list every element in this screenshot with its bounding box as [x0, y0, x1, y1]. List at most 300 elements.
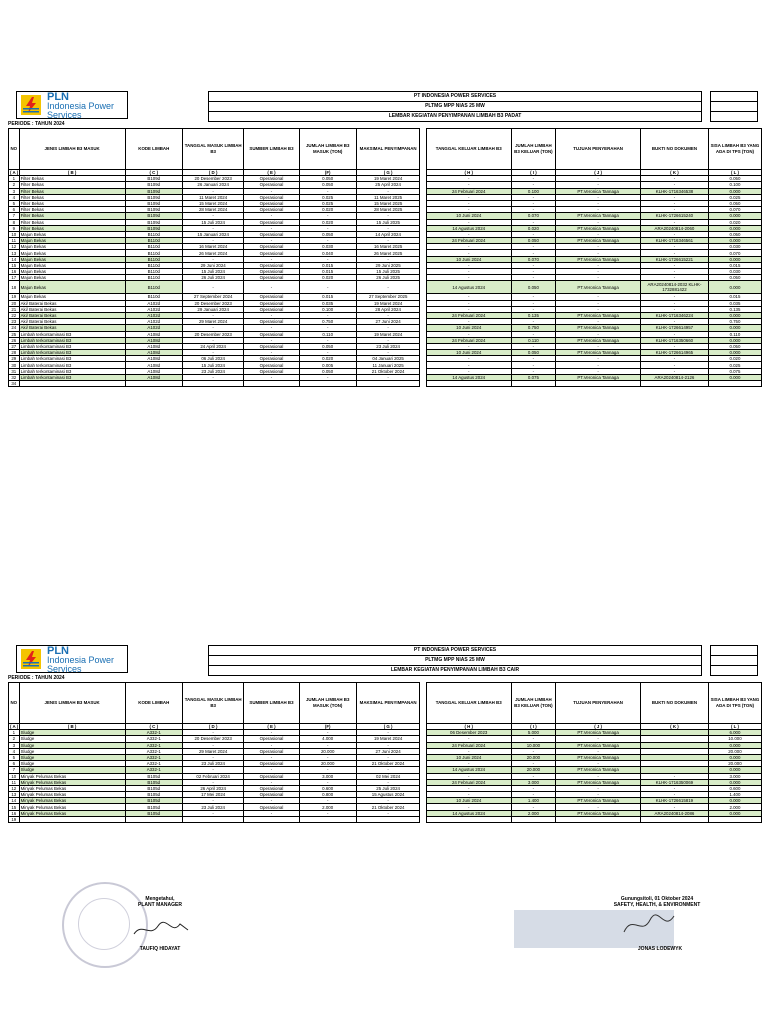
table-cell: 0.015: [708, 262, 761, 268]
table-cell: -: [356, 281, 420, 294]
table-cell: 0.050: [511, 238, 556, 244]
column-letter: ( D ): [182, 724, 244, 730]
table-cell: 04 Januari 2025: [356, 356, 420, 362]
table-cell: -: [299, 325, 356, 331]
table-cell: 2.000: [511, 810, 556, 816]
table-cell: -: [556, 331, 641, 337]
table-cell: 10.000: [708, 736, 761, 742]
table-cell: 29 Maret 2024: [182, 319, 244, 325]
table-cell: Minyak Pelumas Bekas: [19, 779, 125, 785]
table-cell: Operasional: [244, 343, 299, 349]
table-cell: 13: [9, 250, 20, 256]
table-cell: Operasional: [244, 331, 299, 337]
table-cell: PT.Veronica Tannaga: [556, 798, 641, 804]
table-cell: -: [511, 262, 556, 268]
table-cell: 11 Januari 2025: [356, 362, 420, 368]
table-cell: 0.070: [511, 256, 556, 262]
table-cell: [511, 816, 556, 822]
table-cell: -: [244, 779, 299, 785]
table-cell: 19 Maret 2024: [356, 176, 420, 182]
table-cell: 11 Maret 2024: [182, 194, 244, 200]
padat-table: [8, 128, 762, 387]
table-cell: [244, 381, 299, 387]
table-cell: 6: [9, 207, 20, 213]
table-cell: 0.100: [299, 306, 356, 312]
title-block: [208, 91, 702, 122]
table-cell: Operasional: [244, 194, 299, 200]
table-cell: A102d: [125, 300, 182, 306]
table-cell: B110d: [125, 250, 182, 256]
table-cell: -: [182, 325, 244, 331]
table-cell: 0.050: [708, 200, 761, 206]
column-header: TUJUAN PENYERAHAN: [556, 129, 641, 170]
table-cell: 14 Agustus 2024: [426, 225, 511, 231]
table-cell: -: [511, 761, 556, 767]
table-cell: PT.Veronica Tannaga: [556, 754, 641, 760]
column-header: MAKSIMAL PENYIMPANAN: [356, 683, 420, 724]
table-cell: PT.Veronica Tannaga: [556, 810, 641, 816]
table-cell: 27 Juni 2024: [356, 319, 420, 325]
column-letter: ( K ): [641, 724, 709, 730]
table-cell: 30: [9, 362, 20, 368]
table-cell: 15 Maret 2025: [356, 200, 420, 206]
table-cell: 9: [9, 225, 20, 231]
table-cell: 0.035: [708, 300, 761, 306]
table-cell: -: [299, 767, 356, 773]
table-cell: [125, 381, 182, 387]
table-cell: -: [356, 374, 420, 380]
table-cell: ARA20240814-2060: [641, 225, 709, 231]
table-cell: -: [426, 748, 511, 754]
table-cell: A332-1: [125, 767, 182, 773]
table-cell: B109d: [125, 200, 182, 206]
table-cell: 0.050: [708, 176, 761, 182]
table-cell: -: [641, 275, 709, 281]
table-cell: -: [299, 810, 356, 816]
table-cell: 0.000: [708, 810, 761, 816]
side-boxes: [710, 645, 758, 676]
table-cell: -: [299, 742, 356, 748]
table-cell: -: [641, 250, 709, 256]
table-cell: 11: [9, 779, 20, 785]
table-cell: 20.000: [708, 748, 761, 754]
table-cell: -: [356, 742, 420, 748]
table-cell: 21 Oktober 2024: [356, 804, 420, 810]
table-cell: -: [426, 773, 511, 779]
table-cell: 19: [9, 294, 20, 300]
table-cell: -: [641, 231, 709, 237]
column-header: NO: [9, 129, 20, 170]
logo-sub-text: Indonesia Power Services: [47, 101, 115, 120]
table-cell: 0.075: [708, 368, 761, 374]
table-cell: 28: [9, 350, 20, 356]
table-cell: Operasional: [244, 773, 299, 779]
table-cell: Filter Bekas: [19, 188, 125, 194]
pln-logo: [16, 645, 128, 673]
table-cell: A332-1: [125, 748, 182, 754]
table-cell: 17 Mei 2024: [182, 792, 244, 798]
table-cell: 0.025: [708, 362, 761, 368]
table-cell: 10 Juni 2024: [426, 798, 511, 804]
table-cell: 23 Juli 2024: [182, 761, 244, 767]
table-cell: -: [556, 773, 641, 779]
table-cell: [244, 816, 299, 822]
column-letter: ( C ): [125, 724, 182, 730]
column-letter: ( B ): [19, 170, 125, 176]
table-cell: -: [426, 306, 511, 312]
table-cell: 31: [9, 368, 20, 374]
table-cell: PT.Veronica Tannaga: [556, 238, 641, 244]
table-cell: A332-1: [125, 742, 182, 748]
table-cell: -: [511, 804, 556, 810]
table-cell: Operasional: [244, 275, 299, 281]
table-cell: -: [426, 194, 511, 200]
table-cell: 4.000: [299, 736, 356, 742]
table-cell: -: [511, 219, 556, 225]
column-header: TUJUAN PENYERAHAN: [556, 683, 641, 724]
table-cell: -: [299, 256, 356, 262]
column-header: TANGGAL MASUK LIMBAH B3: [182, 683, 244, 724]
table-cell: KLHK-1726615221: [641, 256, 709, 262]
table-cell: Majun Bekas: [19, 294, 125, 300]
table-cell: -: [356, 325, 420, 331]
table-cell: 23 Juli 2024: [182, 804, 244, 810]
table-cell: [641, 381, 709, 387]
company-title: PT INDONESIA POWER SERVICES: [208, 91, 702, 101]
sheet-header: [8, 90, 762, 120]
table-cell: Operasional: [244, 362, 299, 368]
table-cell: Operasional: [244, 300, 299, 306]
table-cell: -: [182, 337, 244, 343]
table-cell: -: [511, 343, 556, 349]
header-row: [9, 129, 762, 170]
table-cell: -: [556, 200, 641, 206]
logo-pln-text: PLN: [47, 645, 69, 657]
table-cell: 7: [9, 213, 20, 219]
table-cell: B109d: [125, 176, 182, 182]
table-cell: Sludge: [19, 742, 125, 748]
table-cell: 16: [9, 269, 20, 275]
table-cell: -: [556, 306, 641, 312]
table-cell: PT.Veronica Tannaga: [556, 350, 641, 356]
table-cell: -: [244, 798, 299, 804]
table-cell: Sludge: [19, 748, 125, 754]
table-cell: 34: [9, 381, 20, 387]
table-cell: A108d: [125, 368, 182, 374]
table-cell: 0.070: [708, 250, 761, 256]
table-cell: Majun Bekas: [19, 231, 125, 237]
table-cell: -: [356, 225, 420, 231]
table-cell: -: [556, 368, 641, 374]
table-cell: PT.Veronica Tannaga: [556, 325, 641, 331]
table-cell: -: [426, 356, 511, 362]
table-cell: 23 Juli 2024: [182, 368, 244, 374]
table-cell: -: [299, 754, 356, 760]
table-cell: [426, 816, 511, 822]
table-cell: 1.400: [708, 792, 761, 798]
table-cell: 0.000: [708, 374, 761, 380]
table-cell: -: [641, 362, 709, 368]
table-cell: Operasional: [244, 200, 299, 206]
table-cell: B110d: [125, 256, 182, 262]
signature-right: [620, 912, 680, 938]
table-cell: Majun Bekas: [19, 275, 125, 281]
table-cell: -: [511, 331, 556, 337]
table-cell: 32: [9, 374, 20, 380]
table-cell: 10: [9, 773, 20, 779]
table-cell: -: [426, 294, 511, 300]
table-cell: -: [641, 792, 709, 798]
table-cell: [511, 381, 556, 387]
column-header: JUMLAH LIMBAH B3 KELUAR (TON): [511, 683, 556, 724]
column-letter: ( E ): [244, 170, 299, 176]
table-cell: -: [511, 269, 556, 275]
header-row: [9, 683, 762, 724]
table-cell: -: [426, 343, 511, 349]
table-row: [9, 381, 762, 387]
table-cell: -: [299, 238, 356, 244]
sheet-padat: [8, 90, 762, 387]
table-cell: -: [182, 225, 244, 231]
table-cell: -: [511, 792, 556, 798]
table-cell: -: [426, 761, 511, 767]
table-cell: -: [426, 736, 511, 742]
table-cell: 24 Februari 2024: [426, 742, 511, 748]
table-cell: -: [356, 238, 420, 244]
table-cell: A102d: [125, 306, 182, 312]
table-cell: -: [511, 176, 556, 182]
table-cell: 12: [9, 244, 20, 250]
table-cell: KLHK-1716346224: [641, 312, 709, 318]
table-cell: -: [426, 785, 511, 791]
table-cell: 2.000: [708, 804, 761, 810]
table-cell: -: [426, 262, 511, 268]
table-cell: -: [556, 343, 641, 349]
table-cell: [556, 816, 641, 822]
table-cell: Sludge: [19, 730, 125, 736]
table-cell: -: [511, 207, 556, 213]
table-cell: Operasional: [244, 785, 299, 791]
signature-left: [132, 918, 192, 940]
table-cell: 0.110: [708, 331, 761, 337]
column-letter: (F): [299, 170, 356, 176]
table-cell: 10 Juni 2024: [426, 754, 511, 760]
sheet-cair: [8, 644, 762, 822]
table-cell: -: [356, 767, 420, 773]
table-cell: -: [511, 275, 556, 281]
sheet-title: LEMBAR KEGIATAN PENYIMPANAN LIMBAH B3 PADAT: [208, 111, 702, 122]
company-title: PT INDONESIA POWER SERVICES: [208, 645, 702, 655]
table-cell: B105d: [125, 792, 182, 798]
table-cell: 16 Maret 2025: [356, 244, 420, 250]
sheet-header: [8, 644, 762, 674]
table-cell: Limbah terkontaminasi B3: [19, 331, 125, 337]
table-cell: -: [182, 281, 244, 294]
table-cell: Limbah terkontaminasi B3: [19, 362, 125, 368]
table-cell: 6: [9, 761, 20, 767]
table-cell: -: [556, 761, 641, 767]
table-cell: Majun Bekas: [19, 238, 125, 244]
table-cell: KLHK-1726615240: [641, 213, 709, 219]
table-cell: -: [641, 244, 709, 250]
table-cell: A102d: [125, 325, 182, 331]
table-cell: Operasional: [244, 356, 299, 362]
table-cell: -: [299, 337, 356, 343]
table-cell: [356, 381, 420, 387]
table-cell: -: [356, 754, 420, 760]
table-cell: -: [299, 225, 356, 231]
table-cell: A108d: [125, 350, 182, 356]
table-cell: -: [511, 194, 556, 200]
table-cell: 24 Februari 2024: [426, 312, 511, 318]
table-cell: ARA20240814-2032 KLHK-1732881422: [641, 281, 709, 294]
periode-label: PERIODE : TAHUN 2024: [8, 675, 65, 681]
table-cell: 15 Juli 2025: [356, 269, 420, 275]
column-header: TANGGAL MASUK LIMBAH B3: [182, 129, 244, 170]
table-cell: 0.070: [708, 207, 761, 213]
table-cell: -: [299, 312, 356, 318]
table-cell: B109d: [125, 194, 182, 200]
table-cell: PT.Veronica Tannaga: [556, 742, 641, 748]
table-cell: -: [426, 300, 511, 306]
column-letter: ( G ): [356, 170, 420, 176]
table-cell: [299, 816, 356, 822]
table-cell: 29 Juni 2024: [182, 262, 244, 268]
table-cell: Sludge: [19, 754, 125, 760]
table-cell: ARA20240814-2086: [641, 810, 709, 816]
table-cell: -: [641, 785, 709, 791]
table-cell: KLHK-1726615819: [641, 798, 709, 804]
column-header: MAKSIMAL PENYIMPANAN: [356, 129, 420, 170]
table-cell: -: [426, 804, 511, 810]
table-cell: 14: [9, 798, 20, 804]
table-cell: -: [356, 730, 420, 736]
table-cell: PT.Veronica Tannaga: [556, 779, 641, 785]
table-cell: Majun Bekas: [19, 256, 125, 262]
table-cell: -: [511, 362, 556, 368]
table-cell: 0.000: [708, 325, 761, 331]
table-cell: 0.000: [708, 312, 761, 318]
table-cell: A108d: [125, 356, 182, 362]
table-cell: -: [426, 362, 511, 368]
table-cell: -: [556, 262, 641, 268]
table-cell: 0.050: [708, 343, 761, 349]
table-cell: 0.020: [299, 219, 356, 225]
table-cell: 24 Februari 2024: [426, 337, 511, 343]
table-cell: -: [556, 804, 641, 810]
table-cell: Operasional: [244, 804, 299, 810]
table-cell: 15: [9, 804, 20, 810]
column-header: SISA LIMBAH B3 YANG ADA DI TPS (TON): [708, 683, 761, 724]
column-letter: (F): [299, 724, 356, 730]
table-cell: -: [556, 319, 641, 325]
column-header: KODE LIMBAH: [125, 683, 182, 724]
table-cell: -: [244, 350, 299, 356]
table-cell: 20.000: [299, 748, 356, 754]
table-cell: 0.000: [708, 350, 761, 356]
table-cell: 27 Juni 2024: [356, 748, 420, 754]
table-cell: 0.100: [511, 188, 556, 194]
table-cell: A332-1: [125, 736, 182, 742]
table-cell: 06 Juli 2024: [182, 356, 244, 362]
table-cell: Majun Bekas: [19, 269, 125, 275]
table-cell: PT.Veronica Tannaga: [556, 188, 641, 194]
table-cell: -: [556, 250, 641, 256]
table-cell: 0.025: [299, 194, 356, 200]
table-cell: B105d: [125, 804, 182, 810]
table-cell: B109d: [125, 213, 182, 219]
table-cell: -: [641, 194, 709, 200]
table-cell: -: [426, 269, 511, 275]
table-cell: 2: [9, 182, 20, 188]
table-cell: B110d: [125, 238, 182, 244]
table-cell: -: [356, 810, 420, 816]
table-cell: -: [244, 754, 299, 760]
table-cell: -: [556, 194, 641, 200]
table-cell: PT.Veronica Tannaga: [556, 337, 641, 343]
table-cell: -: [641, 773, 709, 779]
sheet-title: LEMBAR KEGIATAN PENYIMPANAN LIMBAH B3 CAIR: [208, 665, 702, 676]
table-cell: PT.Veronica Tannaga: [556, 730, 641, 736]
table-cell: Operasional: [244, 250, 299, 256]
column-letter: ( L ): [708, 724, 761, 730]
table-cell: -: [641, 207, 709, 213]
table-cell: 0.600: [299, 785, 356, 791]
table-cell: 0.110: [299, 331, 356, 337]
table-cell: 0.075: [511, 374, 556, 380]
table-cell: -: [511, 250, 556, 256]
table-cell: Aki/ Baterai Bekas: [19, 325, 125, 331]
table-cell: 2.000: [299, 804, 356, 810]
table-cell: A102d: [125, 319, 182, 325]
table-cell: [356, 816, 420, 822]
table-cell: -: [556, 269, 641, 275]
table-cell: Operasional: [244, 306, 299, 312]
table-cell: -: [641, 356, 709, 362]
table-cell: -: [511, 244, 556, 250]
table-cell: 6.000: [708, 730, 761, 736]
table-cell: [19, 381, 125, 387]
table-cell: 02 Mei 2024: [356, 773, 420, 779]
table-cell: -: [511, 748, 556, 754]
table-cell: Filter Bekas: [19, 225, 125, 231]
plant-title: PLTMG MPP NIAS 25 MW: [208, 655, 702, 665]
table-cell: Operasional: [244, 319, 299, 325]
table-cell: Operasional: [244, 176, 299, 182]
table-cell: Sludge: [19, 761, 125, 767]
table-cell: A332-1: [125, 754, 182, 760]
table-cell: 0.750: [708, 319, 761, 325]
table-cell: -: [511, 300, 556, 306]
table-cell: -: [426, 182, 511, 188]
table-cell: 15 Juli 2024: [182, 362, 244, 368]
table-cell: -: [511, 200, 556, 206]
table-cell: -: [426, 792, 511, 798]
table-cell: 25 April 2024: [356, 182, 420, 188]
table-row: [9, 816, 762, 822]
table-cell: 28 Maret 2025: [356, 207, 420, 213]
table-cell: ARA20240814-2126: [641, 374, 709, 380]
table-cell: 26 Juli 2024: [182, 275, 244, 281]
table-cell: -: [182, 213, 244, 219]
title-block: [208, 645, 702, 676]
table-cell: [708, 381, 761, 387]
column-header: JUMLAH LIMBAH B3 KELUAR (TON): [511, 129, 556, 170]
logo-sub-text: Indonesia Power Services: [47, 655, 115, 674]
table-cell: 14 Agustus 2024: [426, 374, 511, 380]
table-cell: A332-1: [125, 730, 182, 736]
table-cell: -: [556, 182, 641, 188]
